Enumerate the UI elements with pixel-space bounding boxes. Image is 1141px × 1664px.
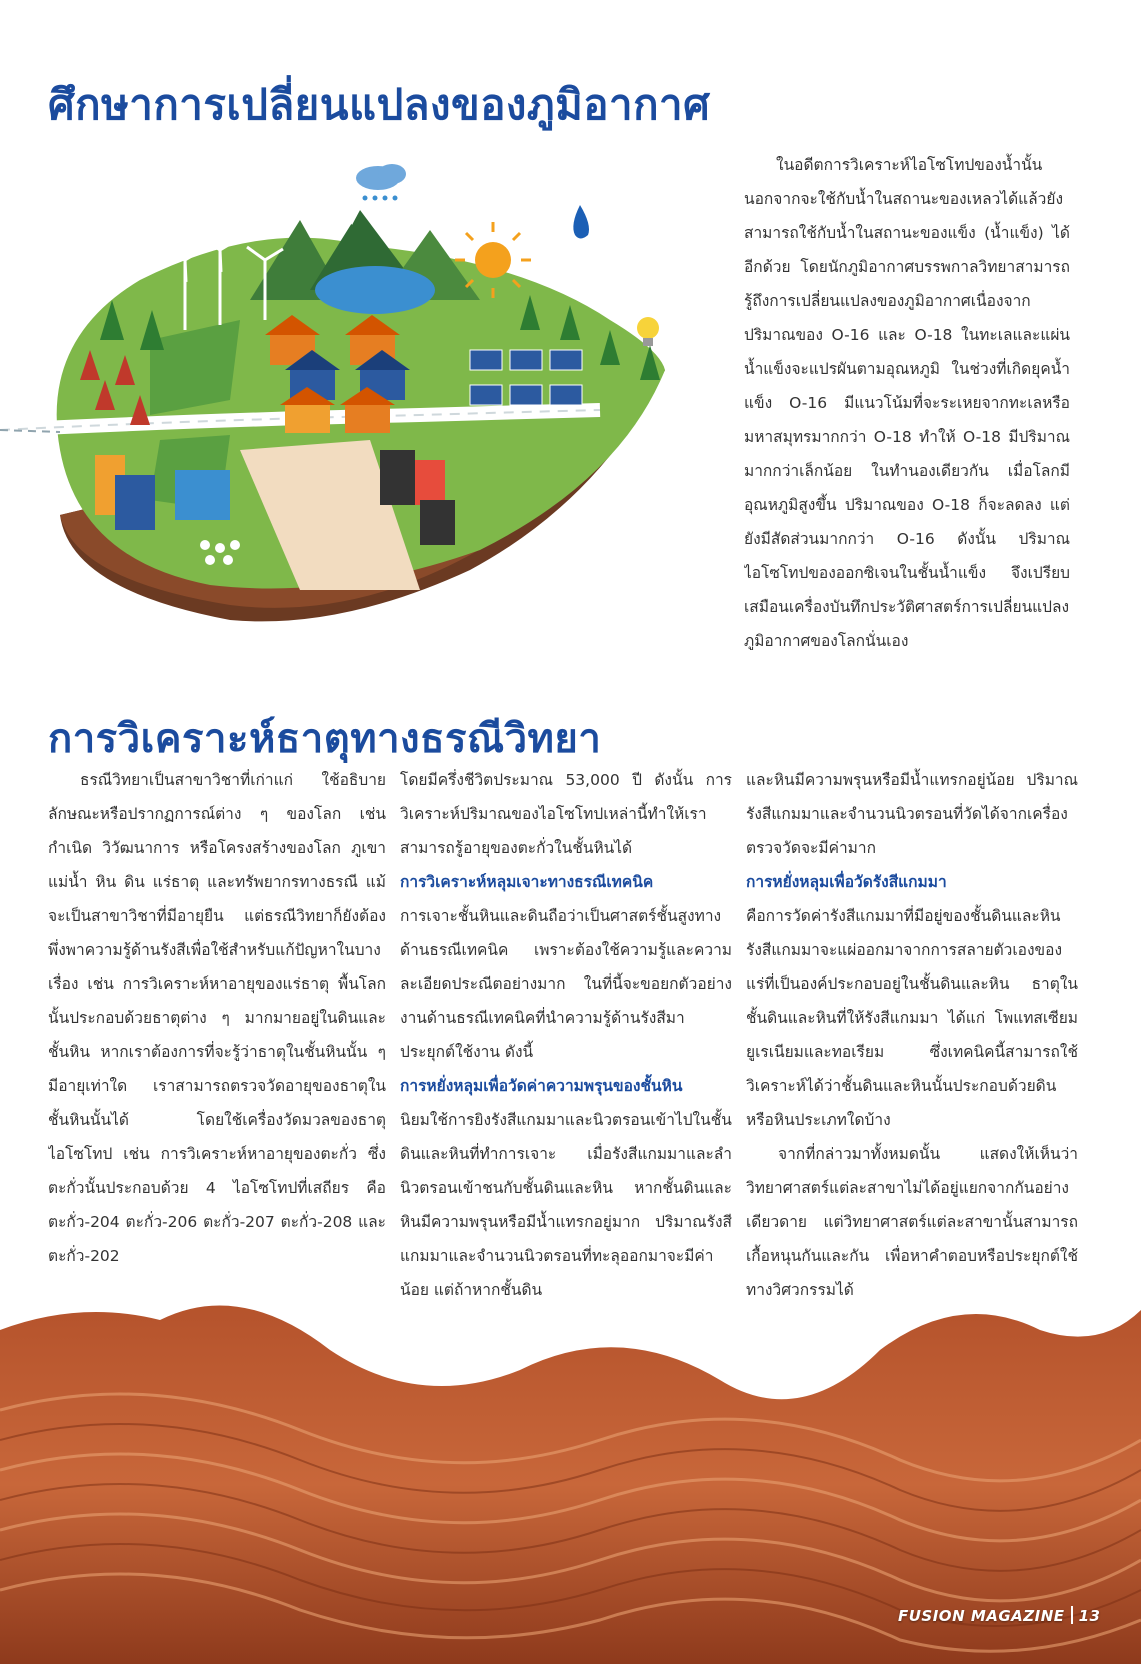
section-title-climate: ศึกษาการเปลี่ยนแปลงของภูมิอากาศ (48, 80, 711, 129)
porosity-paragraph: นิยมใช้การยิงรังสีแกมมาและนิวตรอนเข้าไปในชั้นดินและหินที่ทำการเจาะ เมื่อรังสีแกมมาและลำนิวตรอนเข้าชนกับชั้นดินและหิน หากชั้นดินและหินมีความพรุนหรือมีน้ำแทรกอยู่มาก ปริมาณรังสีแกมมาและจำนวนนิวตรอนที่ทะลุออกมาจะมีค่าน้อย แต่ถ้าหากชั้นดิน (400, 1111, 732, 1299)
magazine-name: FUSION MAGAZINE (898, 1607, 1065, 1625)
conclusion-paragraph: จากที่กล่าวมาทั้งหมดนั้น แสดงให้เห็นว่าวิทยาศาสตร์แต่ละสาขาไม่ได้อยู่แยกจากกันอย่างเดียวดาย แต่วิทยาศาสตร์แต่ละสาขานั้นสามารถเกื้อหนุนกันและกัน เพื่อหาคำตอบหรือประยุกต์ใช้ทางวิศวกรรมได้ (746, 1145, 1078, 1299)
intro-column (744, 148, 1070, 688)
page-number: 13 (1078, 1607, 1101, 1625)
geology-intro-paragraph: ธรณีวิทยาเป็นสาขาวิชาที่เก่าแก่ ใช้อธิบายลักษณะหรือปรากฏการณ์ต่าง ๆ ของโลก เช่น กำเนิด วิวัฒนาการ หรือโครงสร้างของโลก ภูเขา แม่น้ำ หิน ดิน แร่ธาตุ และทรัพยากรทางธรณี แม้จะเป็นสาขาวิชาที่มีอายุยืน แต่ธรณีวิทยาก็ยังต้องพึ่งพาความรู้ด้านรังสีเพื่อใช้สำหรับแก้ปัญหาในบางเรื่อง เช่น การวิเคราะห์หาอายุของแร่ธาตุ พื้นโลกนั้นประกอบด้วยธาตุต่าง ๆ มากมายอยู่ในดินและชั้นหิน หากเราต้องการที่จะรู้ว่าธาตุในชั้นหินนั้น ๆ มีอายุเท่าใด เราสามารถตรวจวัดอายุของธาตุในชั้นหินนั้นได้ โดยใช้เครื่องวัดมวลของธาตุไอโซโทป เช่น การวิเคราะห์หาอายุของตะกั่ว ซึ่งตะกั่วนั้นประกอบด้วย 4 ไอโซโทปที่เสถียร คือ ตะกั่ว-204 ตะกั่ว-206 ตะกั่ว-207 ตะกั่ว-208 และตะกั่ว-202 (48, 771, 386, 1265)
body-column-3 (746, 763, 1078, 1323)
subheading-gamma: การหยั่งหลุมเพื่อวัดรังสีแกมมา (746, 873, 947, 891)
subheading-borehole: การวิเคราะห์หลุมเจาะทางธรณีเทคนิค (400, 873, 654, 891)
borehole-paragraph: การเจาะชั้นหินและดินถือว่าเป็นศาสตร์ชั้นสูงทางด้านธรณีเทคนิค เพราะต้องใช้ความรู้และความละเอียดประณีตอย่างมาก ในที่นี้จะขอยกตัวอย่างงานด้านธรณีเทคนิคที่นำความรู้ด้านรังสีมาประยุกต์ใช้งาน ดังนี้ (400, 907, 732, 1061)
body-column-1 (48, 763, 386, 1323)
porosity-continued-paragraph: และหินมีความพรุนหรือมีน้ำแทรกอยู่น้อย ปริมาณรังสีแกมมาและจำนวนนิวตรอนที่วัดได้จากเครื่องตรวจวัดจะมีค่ามาก (746, 771, 1078, 857)
footer-divider (1071, 1606, 1073, 1624)
lead-age-paragraph: โดยมีครึ่งชีวิตประมาณ 53,000 ปี ดังนั้น การวิเคราะห์ปริมาณของไอโซโทปเหล่านี้ทำให้เราสามารถรู้อายุของตะกั่วในชั้นหินได้ (400, 771, 732, 857)
section-title-geology: การวิเคราะห์ธาตุทางธรณีวิทยา (48, 716, 602, 762)
body-column-2 (400, 763, 732, 1323)
intro-paragraph: ในอดีตการวิเคราะห์ไอโซโทปของน้ำนั้นนอกจากจะใช้กับน้ำในสถานะของเหลวได้แล้วยังสามารถใช้กับน้ำในสถานะของแข็ง (น้ำแข็ง) ได้อีกด้วย โดยนักภูมิอากาศบรรพกาลวิทยาสามารถรู้ถึงการเปลี่ยนแปลงของภูมิอากาศเนื่องจากปริมาณของ O-16 และ O-18 ในทะเลและแผ่นน้ำแข็งจะแปรผันตามอุณหภูมิ ในช่วงที่เกิดยุคน้ำแข็ง O-16 มีแนวโน้มที่จะระเหยจากทะเลหรือมหาสมุทรมากกว่า O-18 ทำให้ O-18 มีปริมาณมากกว่าเล็กน้อย ในทำนองเดียวกัน เมื่อโลกมีอุณหภูมิสูงขึ้น ปริมาณของ O-18 ก็จะลดลง แต่ยังมีสัดส่วนมากกว่า O-16 ดังนั้น ปริมาณไอโซโทปของออกซิเจนในชั้นน้ำแข็ง จึงเปรียบเสมือนเครื่องบันทึกประวัติศาสตร์การเปลี่ยนแปลงภูมิอากาศของโลกนั่นเอง (744, 156, 1070, 650)
eco-city-earth-illustration (0, 150, 720, 650)
subheading-porosity: การหยั่งหลุมเพื่อวัดค่าความพรุนของชั้นหิน (400, 1077, 683, 1095)
page-footer (898, 1606, 1138, 1634)
gamma-paragraph: คือการวัดค่ารังสีแกมมาที่มีอยู่ของชั้นดินและหิน รังสีแกมมาจะแผ่ออกมาจากการสลายตัวเองของแร่ที่เป็นองค์ประกอบอยู่ในชั้นดินและหิน ธาตุในชั้นดินและหินที่ให้รังสีแกมมา ได้แก่ โพแทสเซียม ยูเรเนียมและทอเรียม ซึ่งเทคนิคนี้สามารถใช้วิเคราะห์ได้ว่าชั้นดินและหินนั้นประกอบด้วยดินหรือหินประเภทใดบ้าง (746, 907, 1078, 1129)
